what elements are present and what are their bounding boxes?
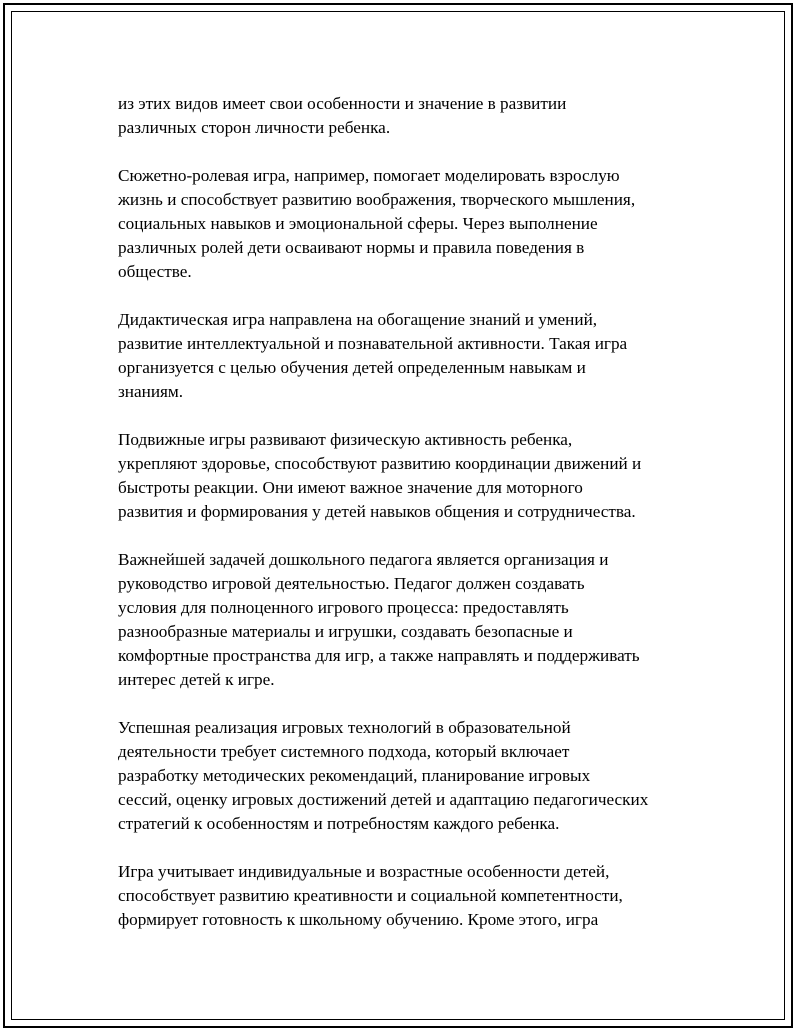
text-line: развития и формирования у детей навыков общения и сотрудничества.: [118, 502, 636, 521]
text-line: Подвижные игры развивают физическую активность ребенка,: [118, 430, 573, 449]
text-line: формирует готовность к школьному обучению. Кроме этого, игра: [118, 910, 599, 929]
paragraph: [118, 308, 698, 404]
text-line: руководство игровой деятельностью. Педагог должен создавать: [118, 574, 585, 593]
text-line: способствует развитию креативности и социальной компетентности,: [118, 886, 623, 905]
paragraph: [118, 548, 698, 692]
text-line: условия для полноценного игрового процесса: предоставлять: [118, 598, 569, 617]
text-line: организуется с целью обучения детей определенным навыкам и: [118, 358, 586, 377]
text-line: различных ролей дети осваивают нормы и правила поведения в: [118, 238, 585, 257]
text-line: знаниям.: [118, 382, 184, 401]
text-line: социальных навыков и эмоциональной сферы. Через выполнение: [118, 214, 598, 233]
text-line: Важнейшей задачей дошкольного педагога является организация и: [118, 550, 609, 569]
text-line: интерес детей к игре.: [118, 670, 275, 689]
document-body: [118, 92, 698, 956]
text-line: разнообразные материалы и игрушки, создавать безопасные и: [118, 622, 573, 641]
text-line: быстроты реакции. Они имеют важное значение для моторного: [118, 478, 583, 497]
text-line: развитие интеллектуальной и познавательной активности. Такая игра: [118, 334, 628, 353]
paragraph: [118, 860, 698, 932]
text-line: Дидактическая игра направлена на обогащение знаний и умений,: [118, 310, 598, 329]
paragraph: [118, 428, 698, 524]
paragraph: [118, 92, 698, 140]
text-line: комфортные пространства для игр, а также направлять и поддерживать: [118, 646, 640, 665]
text-line: обществе.: [118, 262, 192, 281]
text-line: различных сторон личности ребенка.: [118, 118, 391, 137]
text-line: стратегий к особенностям и потребностям каждого ребенка.: [118, 814, 560, 833]
text-line: Успешная реализация игровых технологий в образовательной: [118, 718, 571, 737]
text-line: Игра учитывает индивидуальные и возрастные особенности детей,: [118, 862, 610, 881]
text-line: разработку методических рекомендаций, планирование игровых: [118, 766, 591, 785]
paragraph: [118, 716, 698, 836]
text-line: сессий, оценку игровых достижений детей и адаптацию педагогических: [118, 790, 649, 809]
text-line: жизнь и способствует развитию воображения, творческого мышления,: [118, 190, 636, 209]
paragraph: [118, 164, 698, 284]
text-line: из этих видов имеет свои особенности и значение в развитии: [118, 94, 567, 113]
text-line: укрепляют здоровье, способствуют развитию координации движений и: [118, 454, 642, 473]
text-line: деятельности требует системного подхода, который включает: [118, 742, 570, 761]
text-line: Сюжетно-ролевая игра, например, помогает моделировать взрослую: [118, 166, 620, 185]
